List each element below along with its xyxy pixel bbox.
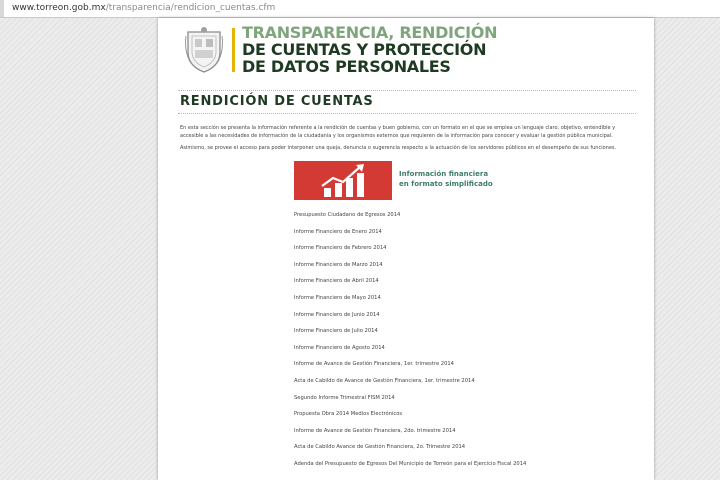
report-link[interactable]: Informe Financiero de Marzo 2014 — [294, 261, 383, 268]
right-gutter — [654, 18, 720, 480]
report-link[interactable]: Informe Financiero de Enero 2014 — [294, 228, 382, 235]
banner-text-line2: en formato simplificado — [399, 180, 493, 188]
site-header — [178, 22, 498, 88]
report-link[interactable]: Adenda del Presupuesto de Egresos Del Municipio de Torreón para el Ejercicio Fiscal 2014 — [294, 460, 527, 467]
address-bar-edge — [0, 0, 4, 17]
report-link[interactable]: Informe Financiero de Agosto 2014 — [294, 344, 385, 351]
url-text[interactable] — [12, 3, 275, 13]
report-link[interactable]: Acta de Cabildo Avance de Gestión Financiera, 2o. Trimestre 2014 — [294, 444, 466, 451]
bar-chart-growth-icon — [294, 161, 392, 200]
banner-text-line1: Información financiera — [399, 170, 489, 178]
header-title-line1: TRANSPARENCIA, RENDICIÓN — [242, 23, 498, 42]
report-link[interactable]: Presupuesto Ciudadano de Egresos 2014 — [294, 212, 401, 218]
municipal-seal-icon — [184, 26, 224, 74]
url-domain: www.torreon.gob.mx — [12, 3, 106, 13]
report-link[interactable]: Informe Financiero de Abril 2014 — [294, 278, 379, 285]
banner-red-panel — [294, 161, 392, 200]
dotted-divider-bottom — [178, 113, 636, 114]
report-link[interactable]: Informe Financiero de Julio 2014 — [294, 328, 378, 335]
report-link[interactable]: Informe de Avance de Gestión Financiera, 1er. trimestre 2014 — [294, 361, 454, 368]
report-link[interactable]: Informe Financiero de Mayo 2014 — [294, 294, 381, 301]
header-title-line2: DE CUENTAS Y PROTECCIÓN — [242, 40, 487, 59]
report-link[interactable]: Informe Financiero de Junio 2014 — [294, 311, 380, 318]
complaint-paragraph: Asimismo, se provee el acceso para poder interponer una queja, denuncia o sugerencia respecto a la actuación de los servidores públicos en el desempeño de sus funciones. — [180, 145, 617, 151]
url-path: /transparencia/rendicion_cuentas.cfm — [105, 3, 276, 13]
dotted-divider-top — [178, 90, 636, 91]
report-link[interactable]: Informe de Avance de Gestión Financiera, 2do. trimestre 2014 — [294, 427, 456, 434]
report-link[interactable]: Segundo Informe Trimestral FISM 2014 — [294, 394, 395, 401]
address-bar[interactable] — [0, 0, 720, 18]
report-link[interactable]: Propuesta Obra 2014 Medios Electrónicos — [294, 411, 403, 418]
page-title: RENDICIÓN DE CUENTAS — [180, 94, 374, 109]
page-content — [158, 18, 654, 480]
reports-list — [294, 207, 634, 473]
report-link[interactable]: Informe Financiero de Febrero 2014 — [294, 245, 387, 252]
financial-info-banner[interactable] — [294, 161, 493, 200]
report-link[interactable]: Acta de Cabildo de Avance de Gestión Financiera, 1er. trimestre 2014 — [294, 377, 475, 384]
intro-paragraph: En esta sección se presenta la información referente a la rendición de cuentas y buen gobierno, con un formato en el que se emplea un lenguaje claro, objetivo, entendible y accesible a las necesidades de información de la ciudadanía y los organismos externos que requieren de la información para conocer y evaluar la gestión pública municipal. — [180, 125, 616, 139]
header-divider — [232, 28, 235, 72]
header-title-line3: DE DATOS PERSONALES — [242, 57, 451, 76]
